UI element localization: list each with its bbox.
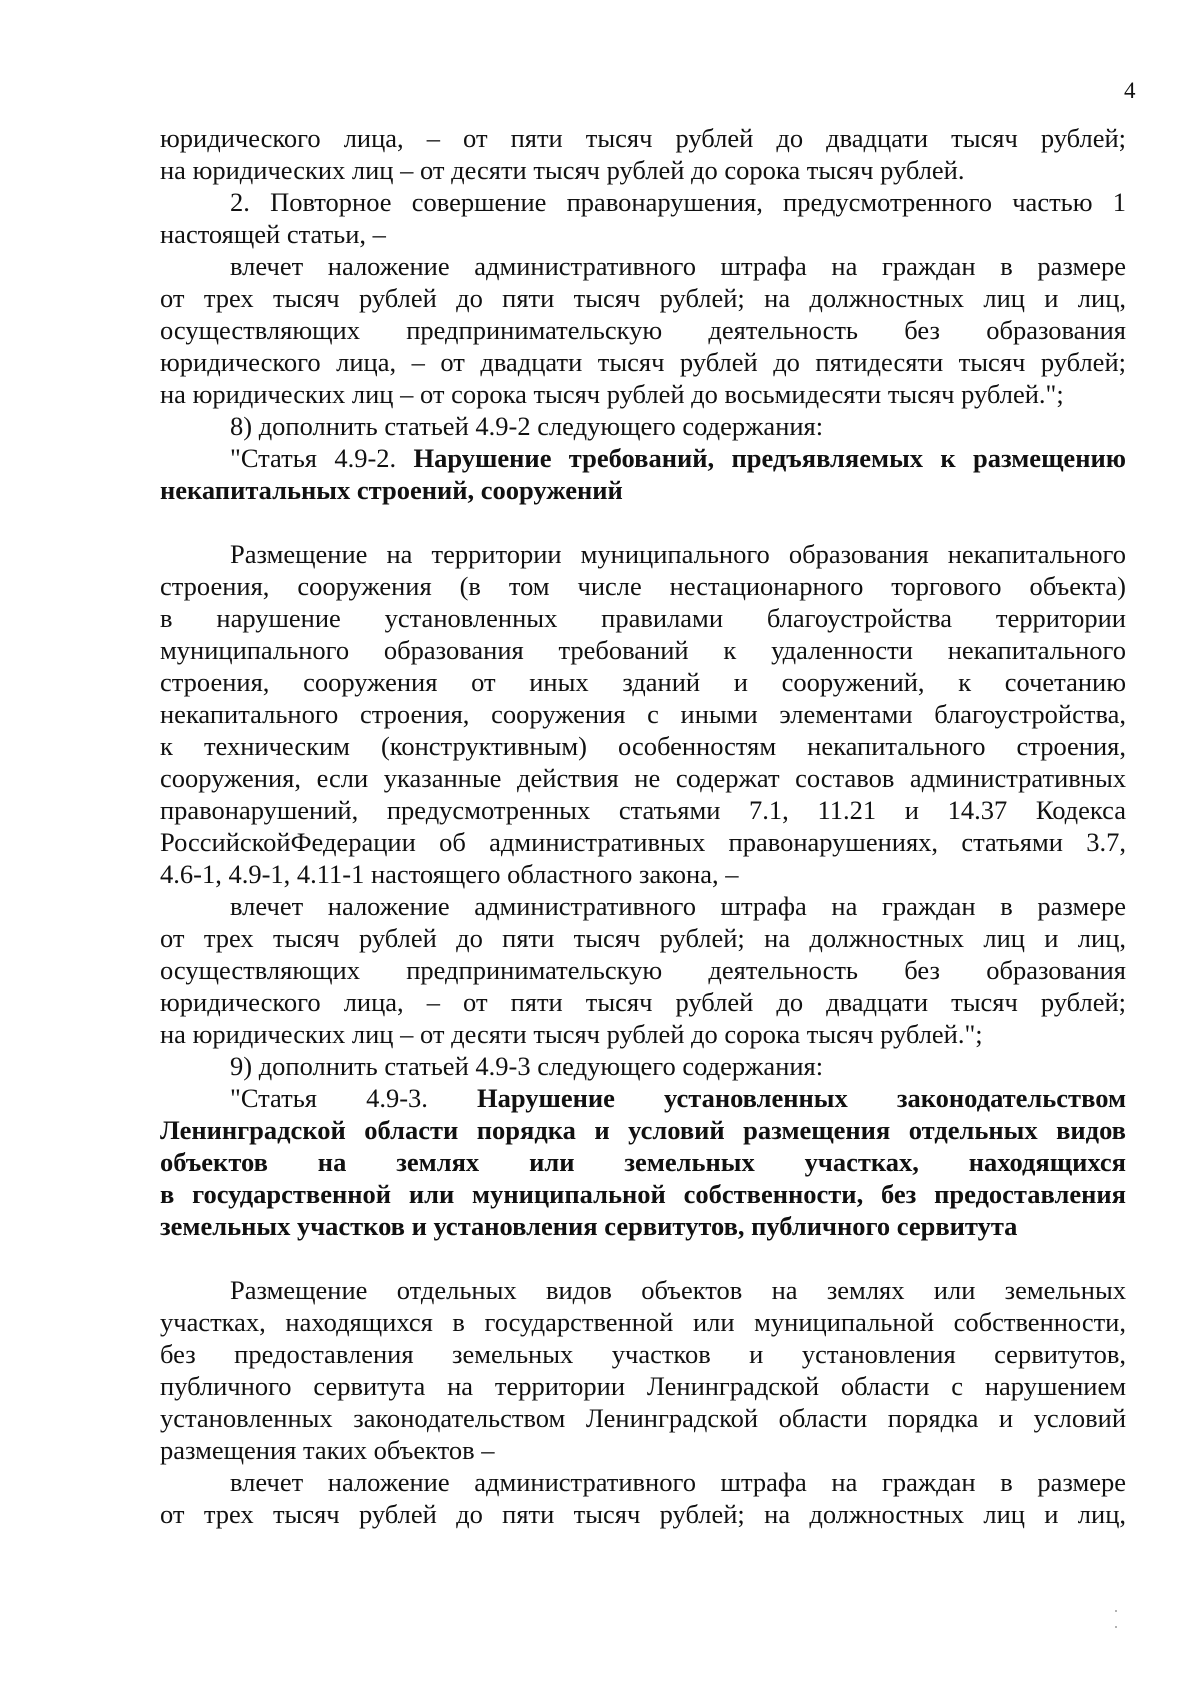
- document-body: [160, 122, 1126, 1530]
- page-number: 4: [1124, 78, 1136, 103]
- text-line: в нарушение установленных правилами благоустройства территории: [160, 603, 1126, 633]
- text-line: правонарушений, предусмотренных статьями 7.1, 11.21 и 14.37 Кодекса: [160, 795, 1126, 825]
- article-number: "Статья 4.9-3.: [230, 1083, 477, 1113]
- blank-line: [160, 506, 1126, 538]
- text-line: к техническим (конструктивным) особенностям некапитального строения,: [160, 731, 1126, 761]
- text-line: 9) дополнить статьей 4.9-3 следующего содержания:: [230, 1051, 824, 1081]
- text-line: участках, находящихся в государственной или муниципальной собственности,: [160, 1307, 1126, 1337]
- text-line: осуществляющих предпринимательскую деятельность без образования: [160, 955, 1126, 985]
- article-heading-4-9-3: [160, 1082, 1126, 1114]
- text-line: муниципального образования требований к удаленности некапитального: [160, 635, 1126, 665]
- text-line: от трех тысяч рублей до пяти тысяч рублей; на должностных лиц и лиц,: [160, 1499, 1126, 1529]
- scan-speck: [1115, 1610, 1117, 1612]
- text-line: от трех тысяч рублей до пяти тысяч рублей; на должностных лиц и лиц,: [160, 923, 1126, 953]
- text-line: строения, сооружения от иных зданий и сооружений, к сочетанию: [160, 667, 1126, 697]
- text-line: влечет наложение административного штрафа на граждан в размере: [230, 1467, 1126, 1497]
- article-number: "Статья 4.9-2.: [230, 443, 414, 473]
- text-line: влечет наложение административного штрафа на граждан в размере: [230, 251, 1126, 281]
- text-line: юридического лица, – от пяти тысяч рублей до двадцати тысяч рублей;: [160, 987, 1126, 1017]
- text-line: 8) дополнить статьей 4.9-2 следующего содержания:: [230, 411, 824, 441]
- text-line: юридического лица, – от пяти тысяч рублей до двадцати тысяч рублей;: [160, 123, 1126, 153]
- text-line: настоящей статьи, –: [160, 219, 386, 249]
- text-line: 4.6-1, 4.9-1, 4.11-1 настоящего областного закона, –: [160, 859, 739, 889]
- text-line: РоссийскойФедерации об административных правонарушениях, статьями 3.7,: [160, 827, 1126, 857]
- article-title-line: некапитальных строений, сооружений: [160, 475, 623, 505]
- text-line: сооружения, если указанные действия не содержат составов административных: [160, 763, 1126, 793]
- text-line: 2. Повторное совершение правонарушения, предусмотренного частью 1: [230, 187, 1126, 217]
- text-line: некапитального строения, сооружения с иными элементами благоустройства,: [160, 699, 1126, 729]
- text-line: на юридических лиц – от сорока тысяч рублей до восьмидесяти тысяч рублей.";: [160, 379, 1064, 409]
- text-line: юридического лица, – от двадцати тысяч рублей до пятидесяти тысяч рублей;: [160, 347, 1126, 377]
- blank-line: [160, 1242, 1126, 1274]
- text-line: осуществляющих предпринимательскую деятельность без образования: [160, 315, 1126, 345]
- text-line: строения, сооружения (в том числе нестационарного торгового объекта): [160, 571, 1126, 601]
- article-title: Нарушение установленных законодательством: [477, 1083, 1126, 1113]
- text-line: от трех тысяч рублей до пяти тысяч рублей; на должностных лиц и лиц,: [160, 283, 1126, 313]
- article-title: Нарушение требований, предъявляемых к размещению: [413, 443, 1126, 473]
- text-line: размещения таких объектов –: [160, 1435, 495, 1465]
- text-line: Размещение на территории муниципального образования некапитального: [230, 539, 1126, 569]
- scan-speck: [1115, 1626, 1117, 1628]
- article-heading-4-9-2: [160, 442, 1126, 474]
- text-line: без предоставления земельных участков и установления сервитутов,: [160, 1339, 1126, 1369]
- text-line: влечет наложение административного штрафа на граждан в размере: [230, 891, 1126, 921]
- article-title-line: в государственной или муниципальной собственности, без предоставления: [160, 1179, 1126, 1209]
- text-line: установленных законодательством Ленинградской области порядка и условий: [160, 1403, 1126, 1433]
- text-line: на юридических лиц – от десяти тысяч рублей до сорока тысяч рублей.: [160, 155, 965, 185]
- text-line: публичного сервитута на территории Ленинградской области с нарушением: [160, 1371, 1126, 1401]
- article-title-line: объектов на землях или земельных участках, находящихся: [160, 1147, 1126, 1177]
- article-title-line: земельных участков и установления сервитутов, публичного сервитута: [160, 1211, 1018, 1241]
- article-title-line: Ленинградской области порядка и условий размещения отдельных видов: [160, 1115, 1126, 1145]
- text-line: на юридических лиц – от десяти тысяч рублей до сорока тысяч рублей.";: [160, 1019, 983, 1049]
- text-line: Размещение отдельных видов объектов на землях или земельных: [230, 1275, 1126, 1305]
